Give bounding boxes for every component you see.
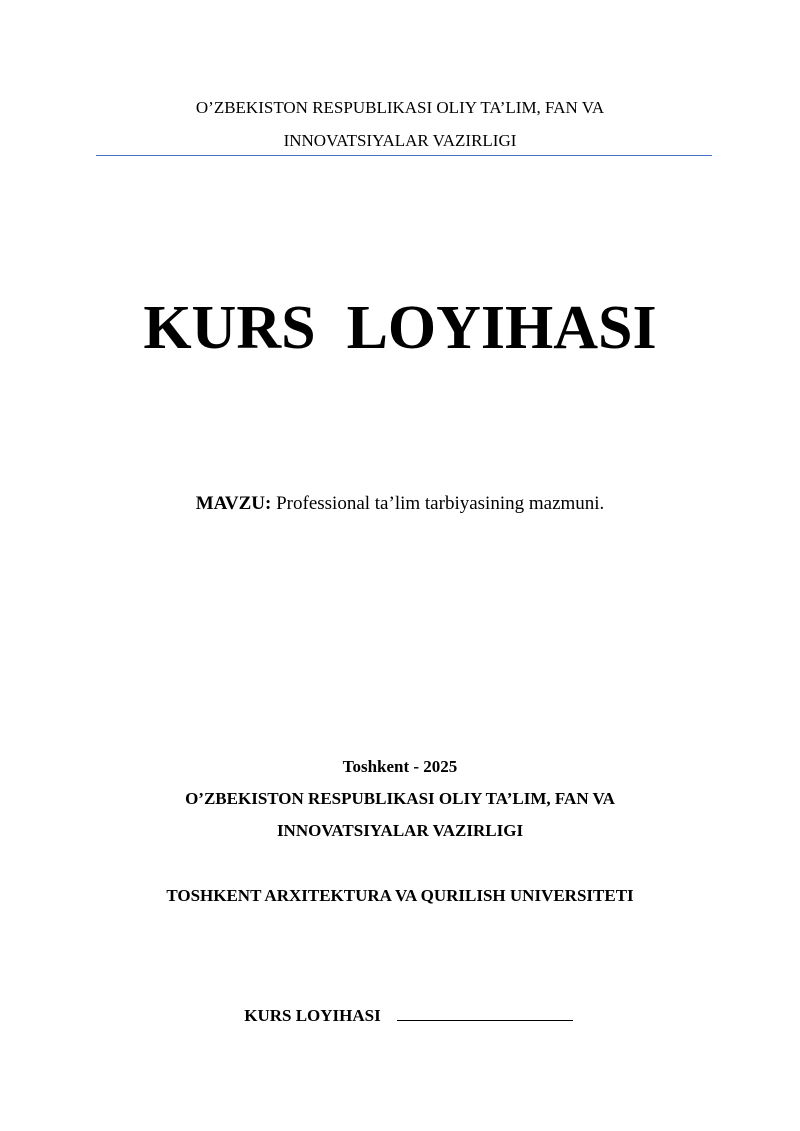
ministry-line-1: O’ZBEKISTON RESPUBLIKASI OLIY TA’LIM, FAN VA [185, 789, 615, 808]
ministry-header-line-2: INNOVATSIYALAR VAZIRLIGI [283, 131, 517, 150]
course-project-label: KURS LOYIHASI [244, 1006, 381, 1025]
city-year: Toshkent - 2025 [342, 757, 458, 776]
ministry-header-line-1: O’ZBEKISTON RESPUBLIKASI OLIY TA’LIM, FAN VA [195, 98, 605, 117]
course-project-line [0, 984, 800, 1046]
topic-label: MAVZU: [195, 493, 272, 514]
header-divider [96, 155, 712, 156]
topic-line [0, 492, 800, 516]
ministry-line-2: INNOVATSIYALAR VAZIRLIGI [276, 821, 524, 840]
topic-text: Professional ta’lim tarbiyasining mazmuni. [276, 493, 605, 514]
course-project-blank-line [397, 1004, 573, 1021]
university-name: TOSHKENT ARXITEKTURA VA QURILISH UNIVERSITETI [166, 886, 634, 905]
document-title: KURS LOYIHASI [143, 294, 657, 362]
